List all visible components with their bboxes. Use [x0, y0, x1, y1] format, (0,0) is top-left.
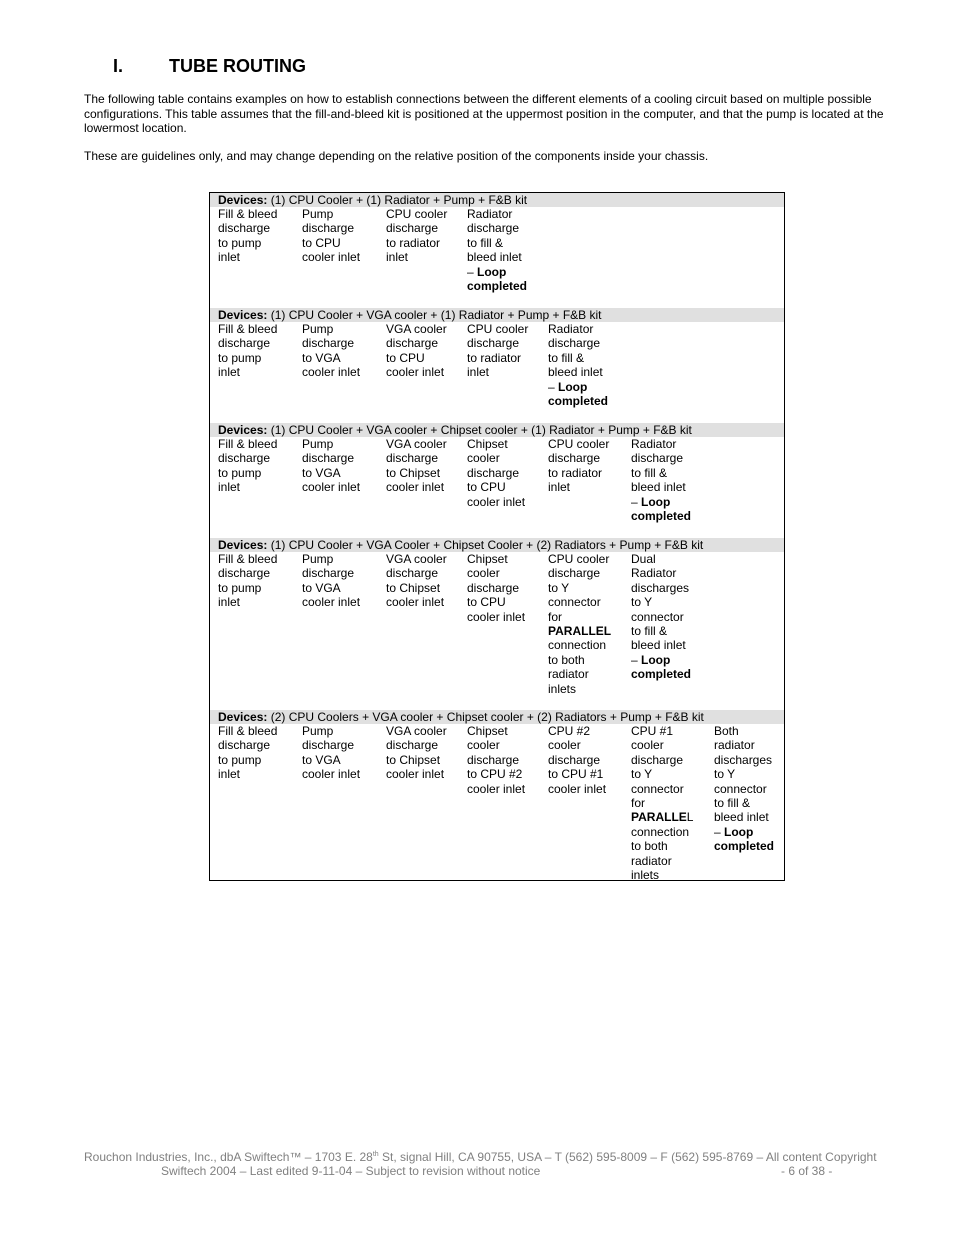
routing-step: VGA cooler discharge to Chipset cooler inlet [386, 724, 447, 782]
routing-step: Dual Radiator discharges to Y connector to fill & bleed inlet – Loop completed [631, 552, 692, 682]
routing-step: CPU #1 cooler discharge to Y connector for PARALLEL connection to both radiator inlets [631, 724, 694, 883]
footer-line-1 [84, 1150, 877, 1164]
routing-step: CPU cooler discharge to radiator inlet [386, 207, 448, 265]
section-number: I. [113, 56, 124, 76]
tube-routing-table [209, 192, 785, 881]
devices-header: Devices: (2) CPU Coolers + VGA cooler + Chipset cooler + (2) Radiators + Pump + F&B kit [210, 710, 784, 724]
routing-step: Pump discharge to VGA cooler inlet [302, 437, 361, 495]
section-title: TUBE ROUTING [169, 56, 306, 76]
routing-step: Radiator discharge to fill & bleed inlet – Loop completed [467, 207, 528, 294]
routing-step: VGA cooler discharge to Chipset cooler inlet [386, 552, 447, 610]
devices-header: Devices: (1) CPU Cooler + (1) Radiator + Pump + F&B kit [210, 193, 784, 207]
page-number: - 6 of 38 - [781, 1164, 833, 1178]
routing-step: Radiator discharge to fill & bleed inlet – Loop completed [548, 322, 609, 409]
routing-step: Pump discharge to VGA cooler inlet [302, 322, 361, 380]
routing-step: Fill & bleed discharge to pump inlet [218, 207, 278, 265]
routing-step: VGA cooler discharge to Chipset cooler inlet [386, 437, 447, 495]
routing-step: Pump discharge to CPU cooler inlet [302, 207, 361, 265]
routing-step: Radiator discharge to fill & bleed inlet – Loop completed [631, 437, 692, 524]
routing-step: CPU cooler discharge to radiator inlet [548, 437, 610, 495]
routing-step: CPU #2 cooler discharge to CPU #1 cooler inlet [548, 724, 607, 796]
routing-step: Fill & bleed discharge to pump inlet [218, 724, 278, 782]
routing-step: Fill & bleed discharge to pump inlet [218, 322, 278, 380]
routing-step: VGA cooler discharge to CPU cooler inlet [386, 322, 447, 380]
routing-step: CPU cooler discharge to Y connector for PARALLEL connection to both radiator inlets [548, 552, 612, 696]
footer-contact: St, signal Hill, CA 90755, USA – T (562) 595-8009 – F (562) 595-8769 – All content Copyright [378, 1150, 877, 1164]
devices-header: Devices: (1) CPU Cooler + VGA cooler + (1) Radiator + Pump + F&B kit [210, 308, 784, 322]
footer-address: Rouchon Industries, Inc., dbA Swiftech™ – 1703 E. 28 [84, 1150, 373, 1164]
devices-header: Devices: (1) CPU Cooler + VGA Cooler + Chipset Cooler + (2) Radiators + Pump + F&B kit [210, 538, 784, 552]
intro-paragraph: The following table contains examples on how to establish connections between the different elements of a cooling circuit based on multiple possible configurations. This table assumes that the fill-and-bleed kit is positioned at the uppermost position in the computer, and that the pump is located at the lowermost location. [84, 92, 884, 135]
routing-step: Pump discharge to VGA cooler inlet [302, 724, 361, 782]
routing-step: Pump discharge to VGA cooler inlet [302, 552, 361, 610]
routing-step: Chipset cooler discharge to CPU cooler inlet [467, 437, 526, 509]
footer-superscript: th [372, 1151, 379, 1158]
routing-step: Chipset cooler discharge to CPU #2 cooler inlet [467, 724, 526, 796]
footer-line-2: Swiftech 2004 – Last edited 9-11-04 – Subject to revision without notice [161, 1164, 541, 1178]
guidelines-paragraph: These are guidelines only, and may change depending on the relative position of the components inside your chassis. [84, 149, 709, 163]
routing-step: Fill & bleed discharge to pump inlet [218, 437, 278, 495]
routing-step: Fill & bleed discharge to pump inlet [218, 552, 278, 610]
routing-step: Both radiator discharges to Y connector to fill & bleed inlet – Loop completed [714, 724, 775, 854]
routing-step: Chipset cooler discharge to CPU cooler inlet [467, 552, 526, 624]
routing-step: CPU cooler discharge to radiator inlet [467, 322, 529, 380]
section-heading [113, 56, 306, 77]
devices-header: Devices: (1) CPU Cooler + VGA cooler + Chipset cooler + (1) Radiator + Pump + F&B kit [210, 423, 784, 437]
